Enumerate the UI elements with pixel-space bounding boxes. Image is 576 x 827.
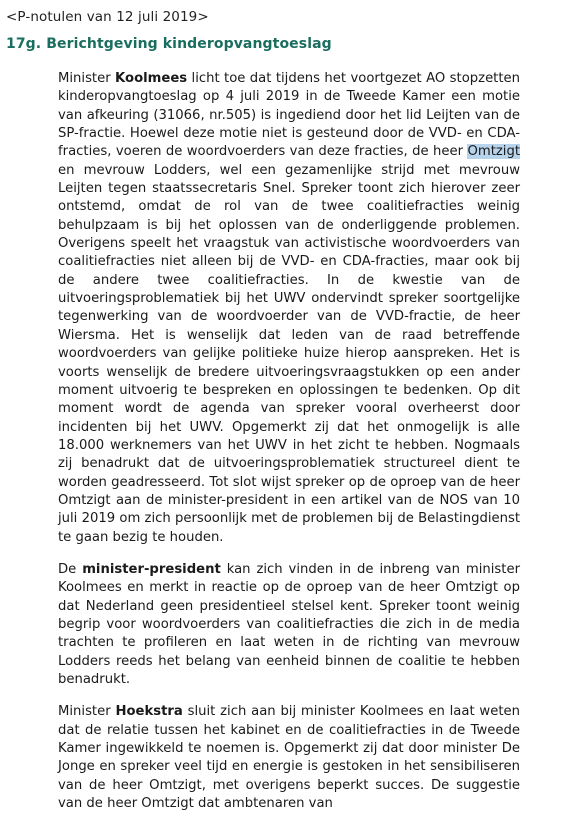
minutes-body [58,70,520,827]
paragraph-lead: Minister [58,704,116,720]
search-highlight: Omtzigt [467,144,520,160]
section-heading [6,36,332,52]
paragraph-lead: Minister [58,71,116,86]
paragraph-text: sluit zich aan bij minister Koolmees en laat weten dat de relatie tussen het kabinet en de coalitiefracties in de Tweede Kamer ingewikkeld te noemen is. Opgemerkt zij dat door minister De Jonge en spreker veel tijd en energie is gestoken in het sensibiliseren van de heer Omtzigt, met overigens beperkt succes. De suggestie van de heer Omtzigt dat ambtenaren van [58,704,520,812]
paragraph-text: kan zich vinden in de inbreng van minister Koolmees en merkt in reactie op de oproep van de heer Omtzigt op dat Nederland geen presidentieel stelsel kent. Spreker toont weinig begrip voor woordvoerders van coalitiefracties die zich in de media trachten te profileren en laat weten in de richting van mevrouw Lodders reeds het belang van eenheid binnen de coalitie te hebben benadrukt. [58,561,520,687]
speaker-name: Hoekstra [115,704,183,720]
paragraph-text: en mevrouw Lodders, wel een gezamenlijke strijd met mevrouw Leijten tegen staatssecretaris Snel. Spreker toont zich hierover zeer ontstemd, omdat de rol van de twee coalitiefracties weinig behulpzaam is bij het oplossen van de onderliggende problemen. Overigens speelt het vraagstuk van activistische woordvoerders van coalitiefracties niet alleen bij de VVD- en CDA-fracties, maar ook bij de andere twee coalitiefracties. In de kwestie van de uitvoeringsproblematiek bij het UWV ondervindt spreker soortgelijke tegenwerking van de woordvoerder van de VVD-fractie, de heer Wiersma. Het is wenselijk dat leden van de raad betreffende woordvoerders van gelijke politieke huize hierop aanspreken. Het is voorts wenselijk de bredere uitvoeringsvraagstukken op een ander moment uitvoerig te bespreken en oplossingen te bedenken. Op dit moment wordt de agenda van spreker vooral overheerst door incidenten bij het UWV. Opgemerkt zij dat het onmogelijk is alle 18.000 werknemers van het UWV in het zicht te hebben. Nogmaals zij benadrukt dat de uitvoeringsproblematiek structureel dient te worden geadresseerd. Tot slot wijst spreker op de oproep van de heer Omtzigt aan de minister-president in een artikel van de NOS van 10 juli 2019 om zich persoonlijk met de problemen bij de Belastingdienst te gaan bezig te houden. [58,162,520,545]
speaker-name: Koolmees [115,71,188,86]
section-number: 17g. [6,36,42,52]
paragraph-text: licht toe dat tijdens het voortgezet AO stopzetten kinderopvangtoeslag op 4 juli 2019 in de Tweede Kamer een motie van afkeuring (31066, nr.505) is ingediend door het lid Leijten van de SP-fractie. Hoewel deze motie niet is gesteund door de VVD- en CDA-fracties, voeren de woordvoerders van deze fracties, de heer [58,71,520,160]
document-header: <P-notulen van 12 juli 2019> [6,9,209,25]
paragraph-minister-president [58,561,520,689]
paragraph-lead: De [58,561,83,577]
section-title-text: Berichtgeving kinderopvangtoeslag [46,36,332,52]
speaker-name: minister-president [82,561,221,577]
paragraph-koolmees [58,70,520,547]
